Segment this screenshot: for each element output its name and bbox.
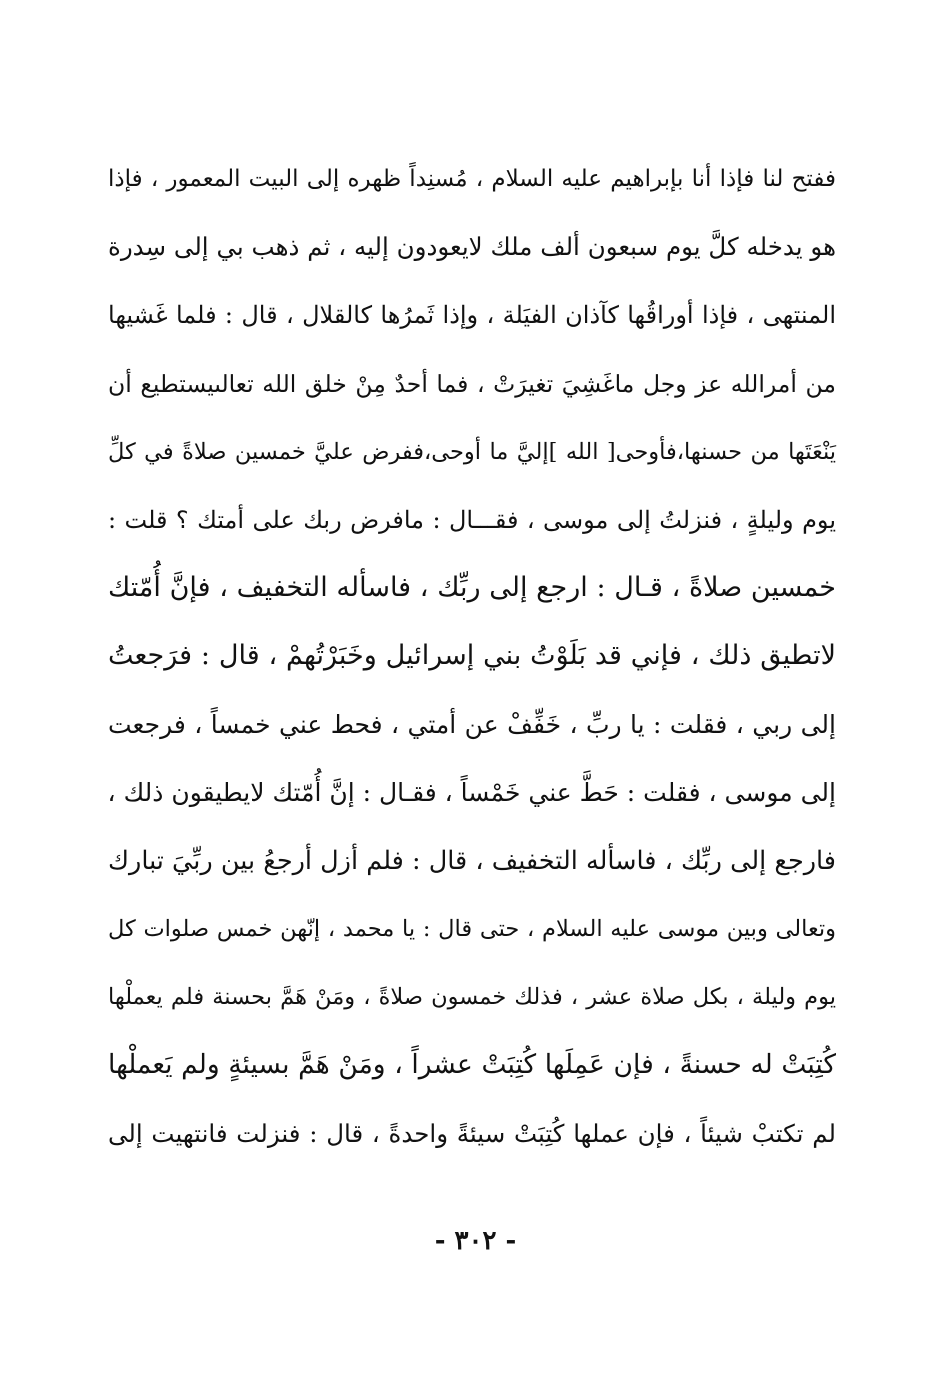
text-line-11: فارجع إلى ربِّك ، فاسأله التخفيف ، قال : فلم أزل أرجعُ بين ربِّيَ تبارك bbox=[108, 845, 836, 876]
text-line-15: لم تكتبْ شيئاً ، فإن عملها كُتِبَتْ سيئةً واحدةً ، قال : فنزلت فانتهيت إلى bbox=[108, 1118, 836, 1148]
text-line-3: المنتهى ، فإذا أوراقُها كآذان الفيَلة ، وإذا ثَمرُها كالقلال ، قال : فلما غَشيها bbox=[108, 301, 836, 330]
body-text bbox=[108, 150, 836, 1173]
text-line-10: إلى موسى ، فقلت : حَطَّ عني خَمْساً ، فقـال : إنَّ أُمّتك لايطيقون ذلك ، bbox=[107, 777, 836, 807]
text-line-5: يَنْعَتَها من حسنها،فأوحى[ الله ]إليَّ ما أوحى،ففرض عليَّ خمسين صلاةً في كلِّ bbox=[108, 438, 836, 465]
text-line-7: خمسين صلاةً ، قـال : ارجع إلى ربِّك ، فاسأله التخفيف ، فإنَّ أُمّتك bbox=[108, 572, 836, 604]
text-line-2: هو يدخله كلَّ يوم سبعون ألف ملك لايعودون إليه ، ثم ذهب بي إلى سِدرة bbox=[108, 232, 836, 262]
text-line-14: كُتِبَتْ له حسنةً ، فإن عَمِلَها كُتِبَتْ عشراً ، ومَنْ هَمَّ بسيئةٍ ولم يَعملْها bbox=[108, 1049, 836, 1081]
text-line-12: وتعالى وبين موسى عليه السلام ، حتى قال : يا محمد ، إنّهن خمس صلوات كل bbox=[108, 916, 836, 943]
text-line-8: لاتطيق ذلك ، فإني قد بَلَوْتُ بني إسرائيل وخَبَرْتُهمْ ، قال : فرَجعتُ bbox=[108, 640, 836, 672]
text-line-13: يوم وليلة ، بكل صلاة عشر ، فذلك خمسون صلاةً ، ومَنْ هَمَّ بحسنة فلم يعملْها bbox=[108, 984, 836, 1011]
text-line-9: إلى ربي ، فقلت : يا ربِّ ، خَفِّفْ عن أمتي ، فحط عني خمساً ، فرجعت bbox=[108, 709, 836, 739]
text-line-4: من أمرالله عز وجل ماغَشِيَ تغيرَتْ ، فما أحدٌ مِنْ خلق الله تعالىيستطيع أن bbox=[108, 369, 836, 398]
text-line-6: يوم وليلةٍ ، فنزلتُ إلى موسى ، فقـــال : مافرض ربك على أمتك ؟ قلت : bbox=[108, 505, 836, 534]
page-number: - ٣٠٢ - bbox=[434, 1226, 517, 1256]
text-line-1: ففتح لنا فإذا أنا بإبراهيم عليه السلام ، مُسنِداً ظهره إلى البيت المعمور ، فإذا bbox=[108, 166, 836, 192]
